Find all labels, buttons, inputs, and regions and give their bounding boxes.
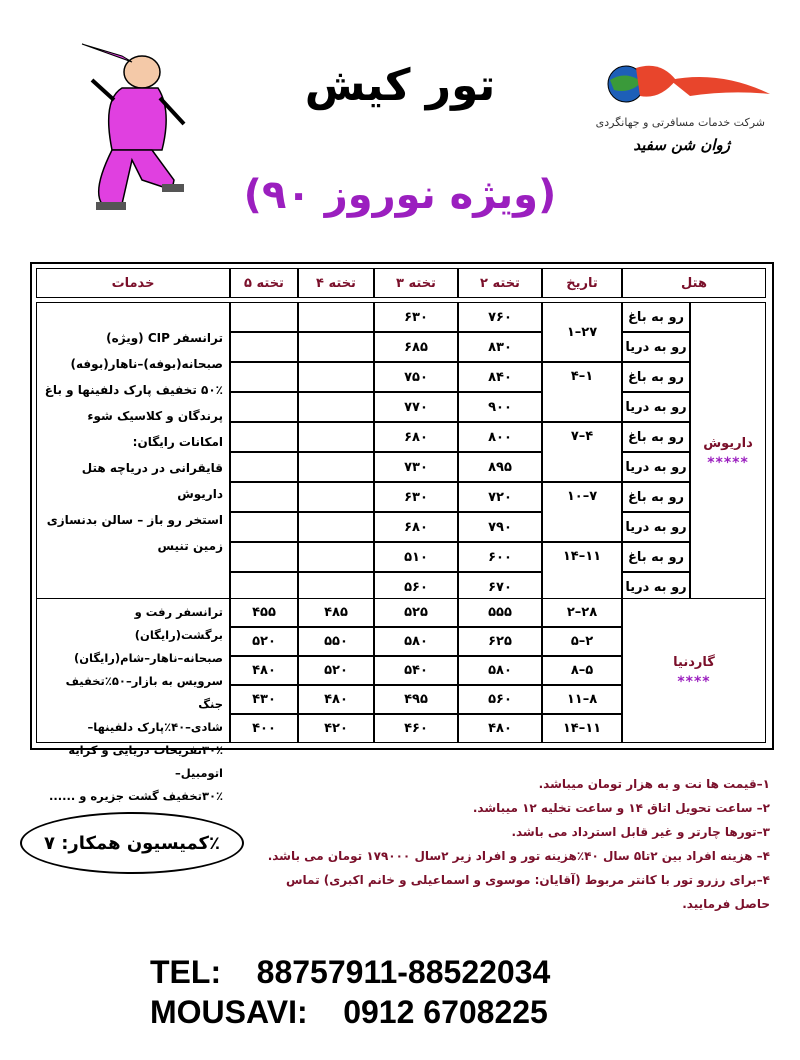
price-cell: ۸۴۰ bbox=[458, 362, 542, 392]
date-cell: ۵–۲ bbox=[542, 627, 622, 656]
price-cell: ۴۸۵ bbox=[298, 598, 374, 627]
view-cell: رو به دریا bbox=[622, 392, 690, 422]
price-cell: ۵۶۰ bbox=[458, 685, 542, 714]
price-cell: ۶۸۰ bbox=[374, 422, 458, 452]
company-tagline: شرکت خدمات مسافرتی و جهانگردی bbox=[595, 116, 765, 129]
header-services: خدمات bbox=[36, 268, 230, 298]
empty-cell bbox=[230, 422, 298, 452]
empty-cell bbox=[230, 332, 298, 362]
price-cell: ۵۶۰ bbox=[374, 572, 458, 602]
price-cell: ۷۶۰ bbox=[458, 302, 542, 332]
hotel-gardenia bbox=[622, 598, 766, 743]
price-cell: ۵۵۰ bbox=[298, 627, 374, 656]
view-cell: رو به باغ bbox=[622, 362, 690, 392]
contact-block bbox=[150, 952, 650, 1032]
date-cell: ۱۱–۸ bbox=[542, 685, 622, 714]
price-cell: ۵۸۰ bbox=[374, 627, 458, 656]
empty-cell bbox=[298, 452, 374, 482]
price-cell: ۶۸۵ bbox=[374, 332, 458, 362]
empty-cell bbox=[230, 392, 298, 422]
price-cell: ۶۸۰ bbox=[374, 512, 458, 542]
header-bed5: ۵ تخته bbox=[230, 268, 298, 298]
header-date: تاریخ bbox=[542, 268, 622, 298]
price-cell: ۶۷۰ bbox=[458, 572, 542, 602]
services-dariush bbox=[36, 302, 230, 602]
note-item: ۳–تورها چارتر و غیر قابل استرداد می باشد. bbox=[511, 825, 770, 839]
empty-cell bbox=[298, 332, 374, 362]
mobile-line bbox=[150, 992, 650, 1032]
service-line: ۵۰٪ تخفیف پارک دلفینها و باغ bbox=[44, 383, 223, 397]
header-bed2: ۲ تخته bbox=[458, 268, 542, 298]
hotel-name: داریوش bbox=[703, 436, 753, 451]
hotel-dariush bbox=[690, 302, 766, 602]
empty-cell bbox=[230, 482, 298, 512]
price-cell: ۶۲۵ bbox=[458, 627, 542, 656]
date-cell: ۷–۴ bbox=[542, 422, 622, 482]
star-rating: **** bbox=[677, 673, 711, 690]
price-cell: ۴۶۰ bbox=[374, 714, 458, 743]
header-hotel: هتل bbox=[622, 268, 766, 298]
page-subtitle: (ویژه نوروز ۹۰) bbox=[243, 172, 557, 218]
view-cell: رو به باغ bbox=[622, 302, 690, 332]
tel-number: 88757911-88522034 bbox=[256, 954, 551, 990]
service-line: ۳۰٪تفریحات دریایی و کرایه اتومبیل– bbox=[68, 743, 223, 780]
date-cell: ۱۴–۱۱ bbox=[542, 714, 622, 743]
services-gardenia bbox=[36, 598, 230, 803]
phone-line bbox=[150, 952, 650, 992]
view-cell: رو به باغ bbox=[622, 482, 690, 512]
company-name: ژوان شن سفید bbox=[633, 136, 730, 154]
empty-cell bbox=[298, 392, 374, 422]
mobile-number: 0912 6708225 bbox=[343, 994, 548, 1030]
commission-badge: کمیسیون همکار: ۷٪ bbox=[20, 812, 244, 874]
tel-label: TEL: bbox=[150, 954, 222, 990]
service-line: استخر رو باز – سالن بدنسازی bbox=[46, 513, 223, 527]
page-title: تور کیش bbox=[304, 60, 496, 111]
empty-cell bbox=[230, 512, 298, 542]
view-cell: رو به باغ bbox=[622, 542, 690, 572]
date-cell: ۱۰–۷ bbox=[542, 482, 622, 542]
date-cell: ۸–۵ bbox=[542, 656, 622, 685]
service-line: پرندگان و کلاسیک شوء bbox=[87, 409, 223, 423]
view-cell: رو به دریا bbox=[622, 572, 690, 602]
price-cell: ۴۲۰ bbox=[298, 714, 374, 743]
price-cell: ۴۸۰ bbox=[230, 656, 298, 685]
service-line: ۳۰٪تخفیف گشت جزیره و ...... bbox=[49, 789, 223, 803]
star-rating: ***** bbox=[707, 455, 749, 471]
note-item: ۴–برای رزرو تور با کانتر مربوط (آقایان: موسوی و اسماعیلی و خانم اکبری) تماس حاصل فرمایید. bbox=[285, 873, 770, 911]
empty-cell bbox=[298, 302, 374, 332]
header-bed4: ۴ تخته bbox=[298, 268, 374, 298]
empty-cell bbox=[298, 482, 374, 512]
empty-cell bbox=[298, 422, 374, 452]
hotel-name: گاردنیا bbox=[673, 654, 715, 670]
price-cell: ۶۳۰ bbox=[374, 482, 458, 512]
price-cell: ۴۰۰ bbox=[230, 714, 298, 743]
service-line: صبحانه–ناهار–شام(رایگان) bbox=[73, 651, 223, 665]
empty-cell bbox=[230, 362, 298, 392]
note-item: ۲– ساعت تحویل اتاق ۱۴ و ساعت تخلیه ۱۲ میباشد. bbox=[472, 801, 770, 815]
price-cell: ۵۲۰ bbox=[230, 627, 298, 656]
empty-cell bbox=[230, 302, 298, 332]
price-cell: ۵۲۰ bbox=[298, 656, 374, 685]
mobile-label: MOUSAVI: bbox=[150, 994, 308, 1030]
note-item: ۱–قیمت ها نت و به هزار تومان میباشد. bbox=[538, 777, 770, 791]
empty-cell bbox=[230, 542, 298, 572]
empty-cell bbox=[298, 362, 374, 392]
price-cell: ۴۸۰ bbox=[298, 685, 374, 714]
price-cell: ۴۳۰ bbox=[230, 685, 298, 714]
service-line: زمین تنیس bbox=[157, 539, 223, 553]
empty-cell bbox=[230, 452, 298, 482]
price-cell: ۴۸۰ bbox=[458, 714, 542, 743]
header-bed3: ۳ تخته bbox=[374, 268, 458, 298]
price-cell: ۴۵۵ bbox=[230, 598, 298, 627]
price-cell: ۸۰۰ bbox=[458, 422, 542, 452]
price-cell: ۷۵۰ bbox=[374, 362, 458, 392]
date-cell: ۱–۲۷ bbox=[542, 302, 622, 362]
date-cell: ۲–۲۸ bbox=[542, 598, 622, 627]
service-line: صبحانه(بوفه)–ناهار(بوفه) bbox=[70, 357, 223, 371]
date-cell: ۴–۱ bbox=[542, 362, 622, 422]
price-cell: ۷۹۰ bbox=[458, 512, 542, 542]
service-line: ترانسفر رفت و برگشت(رایگان) bbox=[134, 605, 223, 642]
view-cell: رو به باغ bbox=[622, 422, 690, 452]
service-line: سرویس به بازار–۵۰٪تخفیف جنگ bbox=[65, 674, 223, 711]
view-cell: رو به دریا bbox=[622, 512, 690, 542]
price-cell: ۸۹۵ bbox=[458, 452, 542, 482]
view-cell: رو به دریا bbox=[622, 452, 690, 482]
view-cell: رو به دریا bbox=[622, 332, 690, 362]
service-line: امکانات رایگان: bbox=[132, 435, 223, 449]
price-cell: ۷۲۰ bbox=[458, 482, 542, 512]
price-cell: ۹۰۰ bbox=[458, 392, 542, 422]
service-line: ترانسفر CIP (ویژه) bbox=[106, 331, 223, 345]
price-cell: ۵۵۵ bbox=[458, 598, 542, 627]
price-cell: ۵۴۰ bbox=[374, 656, 458, 685]
empty-cell bbox=[298, 542, 374, 572]
empty-cell bbox=[298, 512, 374, 542]
date-cell: ۱۴–۱۱ bbox=[542, 542, 622, 602]
price-cell: ۷۷۰ bbox=[374, 392, 458, 422]
dancer-illustration bbox=[62, 40, 194, 216]
price-cell: ۷۳۰ bbox=[374, 452, 458, 482]
price-cell: ۵۸۰ bbox=[458, 656, 542, 685]
notes-list bbox=[250, 772, 770, 916]
note-item: ۴– هزینه افراد بین ۲تا۵ سال ۴۰٪هزینه تور و افراد زیر ۲سال ۱۷۹۰۰۰ تومان می باشد. bbox=[267, 849, 770, 863]
price-cell: ۵۲۵ bbox=[374, 598, 458, 627]
price-cell: ۵۱۰ bbox=[374, 542, 458, 572]
price-cell: ۸۳۰ bbox=[458, 332, 542, 362]
price-cell: ۶۰۰ bbox=[458, 542, 542, 572]
price-cell: ۴۹۵ bbox=[374, 685, 458, 714]
price-cell: ۶۳۰ bbox=[374, 302, 458, 332]
service-line: قایقرانی در دریاچه هتل داریوش bbox=[81, 461, 223, 501]
service-line: شادی–۴۰٪پارک دلفینها– bbox=[87, 720, 223, 734]
